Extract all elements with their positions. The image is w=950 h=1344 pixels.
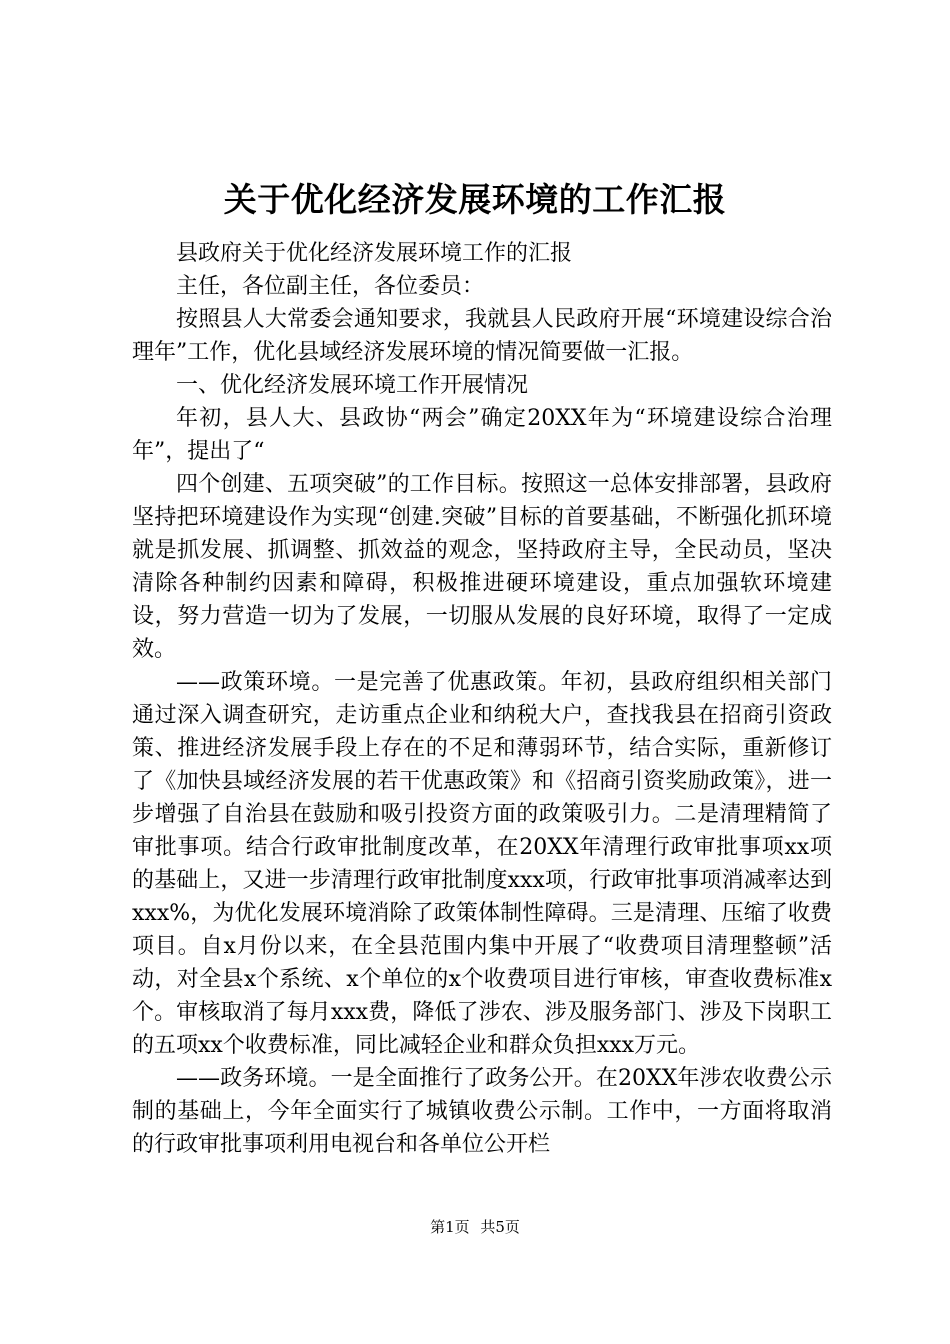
page-footer (0, 1217, 950, 1237)
paragraph-section-heading: 一、优化经济发展环境工作开展情况 (176, 373, 529, 398)
paragraph-intro: 按照县人大常委会通知要求，我就县人民政府开展“环境建设综合治理年”工作，优化县域经济发展环境的情况简要做一汇报。 (132, 307, 832, 365)
document-title: 关于优化经济发展环境的工作汇报 (223, 180, 727, 219)
paragraph-subtitle: 县政府关于优化经济发展环境工作的汇报 (176, 241, 573, 266)
page-total: 共5页 (480, 1218, 520, 1236)
paragraph-goals: 四个创建、五项突破”的工作目标。按照这一总体安排部署，县政府坚持把环境建设作为实现“创建.突破”目标的首要基础，不断强化抓环境就是抓发展、抓调整、抓效益的观念，坚持政府主导，全民动员，坚决清除各种制约因素和障碍，积极推进硬环境建设，重点加强软环境建设，努力营造一切为了发展，一切服从发展的良好环境，取得了一定成效。 (132, 472, 832, 662)
paragraph-salutation: 主任，各位副主任，各位委员： (176, 274, 485, 299)
document-body (132, 237, 832, 1161)
paragraph-government-environment: ——政务环境。一是全面推行了政务公开。在20XX年涉农收费公示制的基础上，今年全面实行了城镇收费公示制。工作中，一方面将取消的行政审批事项利用电视台和各单位公开栏 (132, 1066, 832, 1157)
paragraph-policy-environment: ——政策环境。一是完善了优惠政策。年初，县政府组织相关部门通过深入调查研究，走访重点企业和纳税大户，查找我县在招商引资政策、推进经济发展手段上存在的不足和薄弱环节，结合实际，重新修订了《加快县域经济发展的若干优惠政策》和《招商引资奖励政策》，进一步增强了自治县在鼓励和吸引投资方面的政策吸引力。二是清理精简了审批事项。结合行政审批制度改革，在20XX年清理行政审批事项xx项的基础上，又进一步清理行政审批制度xxx项，行政审批事项消减率达到xxx%，为优化发展环境消除了政策体制性障碍。三是清理、压缩了收费项目。自x月份以来，在全县范围内集中开展了“收费项目清理整顿”活动，对全县x个系统、x个单位的x个收费项目进行审核，审查收费标准x个。审核取消了每月xxx费，降低了涉农、涉及服务部门、涉及下岗职工的五项xx个收费标准，同比减轻企业和群众负担xxx万元。 (132, 670, 832, 1058)
paragraph-background: 年初，县人大、县政协“两会”确定20XX年为“环境建设综合治理年”，提出了“ (132, 406, 832, 464)
page-number: 第1页 (430, 1218, 470, 1236)
